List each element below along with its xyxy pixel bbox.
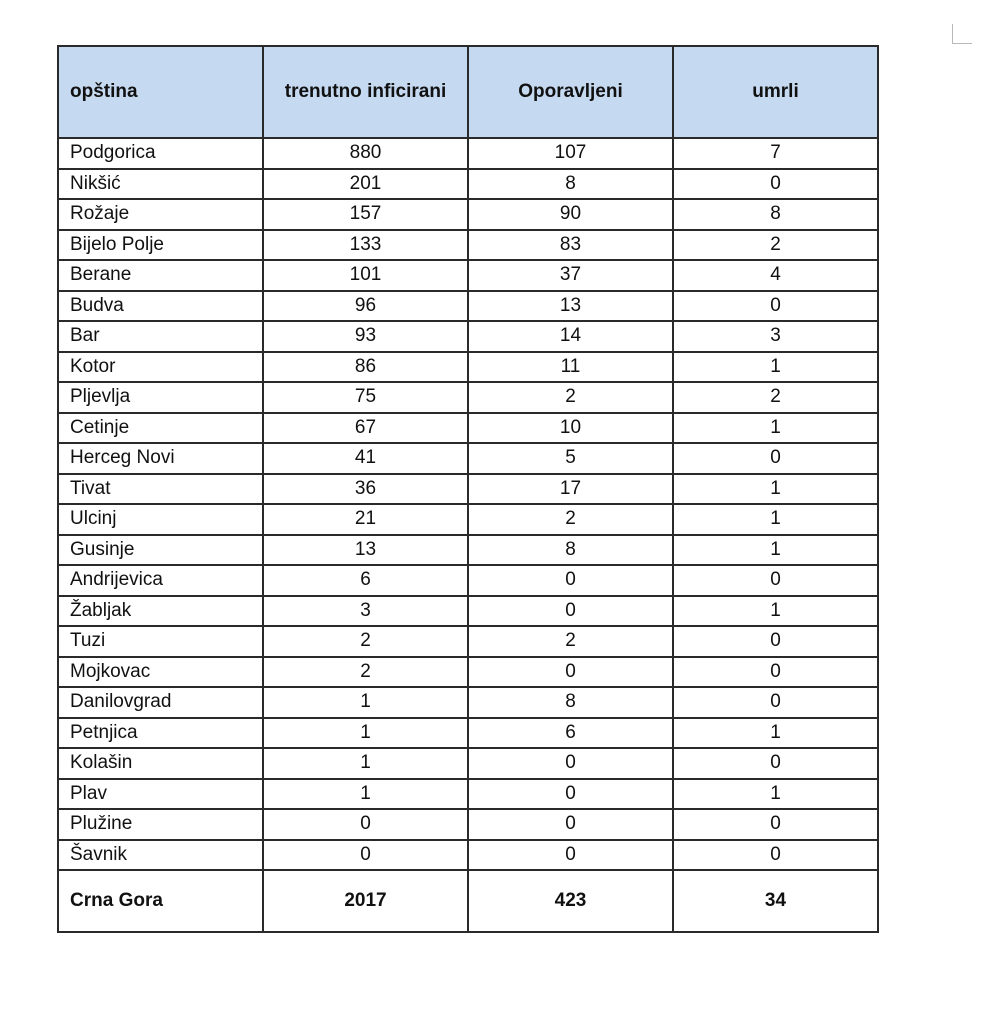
cell-infected: 157 <box>263 199 468 230</box>
total-infected: 2017 <box>263 870 468 932</box>
table-row <box>58 809 878 840</box>
cell-infected: 1 <box>263 687 468 718</box>
total-label: Crna Gora <box>58 870 263 932</box>
table-row <box>58 565 878 596</box>
table-row <box>58 291 878 322</box>
cell-recovered: 0 <box>468 565 673 596</box>
cell-municipality: Berane <box>58 260 263 291</box>
table-row <box>58 840 878 871</box>
cell-infected: 96 <box>263 291 468 322</box>
cell-infected: 13 <box>263 535 468 566</box>
cell-deaths: 3 <box>673 321 878 352</box>
cell-recovered: 107 <box>468 138 673 169</box>
cell-infected: 2 <box>263 626 468 657</box>
cell-infected: 86 <box>263 352 468 383</box>
cell-municipality: Rožaje <box>58 199 263 230</box>
cell-recovered: 2 <box>468 626 673 657</box>
cell-recovered: 0 <box>468 748 673 779</box>
cell-municipality: Nikšić <box>58 169 263 200</box>
table-body <box>58 138 878 870</box>
table-row <box>58 352 878 383</box>
table-row <box>58 169 878 200</box>
cell-infected: 101 <box>263 260 468 291</box>
cell-municipality: Kolašin <box>58 748 263 779</box>
cell-deaths: 0 <box>673 687 878 718</box>
total-recovered: 423 <box>468 870 673 932</box>
cell-municipality: Podgorica <box>58 138 263 169</box>
header-infected: trenutno inficirani <box>263 46 468 138</box>
cell-municipality: Mojkovac <box>58 657 263 688</box>
cell-municipality: Ulcinj <box>58 504 263 535</box>
table-row <box>58 687 878 718</box>
cell-infected: 2 <box>263 657 468 688</box>
cell-recovered: 5 <box>468 443 673 474</box>
cell-deaths: 4 <box>673 260 878 291</box>
cell-deaths: 0 <box>673 169 878 200</box>
cell-recovered: 0 <box>468 657 673 688</box>
table-row <box>58 199 878 230</box>
cell-deaths: 0 <box>673 291 878 322</box>
cell-municipality: Petnjica <box>58 718 263 749</box>
cell-deaths: 1 <box>673 718 878 749</box>
cell-infected: 880 <box>263 138 468 169</box>
cell-recovered: 0 <box>468 809 673 840</box>
cell-deaths: 0 <box>673 840 878 871</box>
table-row <box>58 748 878 779</box>
cell-municipality: Tivat <box>58 474 263 505</box>
cell-municipality: Pljevlja <box>58 382 263 413</box>
cell-infected: 41 <box>263 443 468 474</box>
cell-deaths: 0 <box>673 626 878 657</box>
cell-recovered: 11 <box>468 352 673 383</box>
cell-infected: 1 <box>263 718 468 749</box>
cell-recovered: 90 <box>468 199 673 230</box>
cell-municipality: Budva <box>58 291 263 322</box>
cell-deaths: 1 <box>673 535 878 566</box>
cell-recovered: 17 <box>468 474 673 505</box>
cell-recovered: 0 <box>468 596 673 627</box>
cell-recovered: 14 <box>468 321 673 352</box>
cell-municipality: Kotor <box>58 352 263 383</box>
header-recovered: Oporavljeni <box>468 46 673 138</box>
table-row <box>58 413 878 444</box>
table-row <box>58 626 878 657</box>
cell-infected: 1 <box>263 748 468 779</box>
table-row <box>58 474 878 505</box>
cell-recovered: 2 <box>468 504 673 535</box>
cell-municipality: Gusinje <box>58 535 263 566</box>
table-row <box>58 443 878 474</box>
cell-deaths: 0 <box>673 809 878 840</box>
cell-deaths: 0 <box>673 565 878 596</box>
cell-deaths: 1 <box>673 504 878 535</box>
table-row <box>58 535 878 566</box>
cell-infected: 1 <box>263 779 468 810</box>
cell-municipality: Andrijevica <box>58 565 263 596</box>
cell-recovered: 8 <box>468 687 673 718</box>
cell-deaths: 1 <box>673 779 878 810</box>
cell-recovered: 2 <box>468 382 673 413</box>
cell-infected: 93 <box>263 321 468 352</box>
cell-deaths: 1 <box>673 596 878 627</box>
cell-municipality: Plav <box>58 779 263 810</box>
cell-recovered: 8 <box>468 169 673 200</box>
table-row <box>58 138 878 169</box>
table-row <box>58 657 878 688</box>
page-corner-mark <box>952 24 972 44</box>
cell-recovered: 37 <box>468 260 673 291</box>
header-row <box>58 46 878 138</box>
cell-municipality: Bar <box>58 321 263 352</box>
cell-deaths: 1 <box>673 352 878 383</box>
cell-deaths: 0 <box>673 443 878 474</box>
cell-municipality: Šavnik <box>58 840 263 871</box>
cell-recovered: 83 <box>468 230 673 261</box>
total-row <box>58 870 878 932</box>
covid-table <box>57 45 879 933</box>
cell-recovered: 10 <box>468 413 673 444</box>
cell-infected: 67 <box>263 413 468 444</box>
header-municipality: opština <box>58 46 263 138</box>
cell-deaths: 1 <box>673 474 878 505</box>
cell-infected: 0 <box>263 840 468 871</box>
cell-deaths: 2 <box>673 382 878 413</box>
cell-recovered: 13 <box>468 291 673 322</box>
table-row <box>58 504 878 535</box>
cell-municipality: Danilovgrad <box>58 687 263 718</box>
cell-recovered: 0 <box>468 840 673 871</box>
cell-deaths: 8 <box>673 199 878 230</box>
cell-deaths: 7 <box>673 138 878 169</box>
cell-municipality: Tuzi <box>58 626 263 657</box>
cell-infected: 0 <box>263 809 468 840</box>
cell-infected: 6 <box>263 565 468 596</box>
total-deaths: 34 <box>673 870 878 932</box>
cell-infected: 75 <box>263 382 468 413</box>
cell-infected: 201 <box>263 169 468 200</box>
table-row <box>58 382 878 413</box>
cell-infected: 133 <box>263 230 468 261</box>
header-deaths: umrli <box>673 46 878 138</box>
table-row <box>58 779 878 810</box>
cell-infected: 36 <box>263 474 468 505</box>
cell-municipality: Herceg Novi <box>58 443 263 474</box>
cell-municipality: Žabljak <box>58 596 263 627</box>
cell-deaths: 1 <box>673 413 878 444</box>
table-row <box>58 230 878 261</box>
cell-infected: 3 <box>263 596 468 627</box>
table-row <box>58 321 878 352</box>
table-row <box>58 718 878 749</box>
cell-municipality: Cetinje <box>58 413 263 444</box>
cell-municipality: Plužine <box>58 809 263 840</box>
table-row <box>58 596 878 627</box>
cell-infected: 21 <box>263 504 468 535</box>
cell-municipality: Bijelo Polje <box>58 230 263 261</box>
cell-deaths: 0 <box>673 657 878 688</box>
cell-deaths: 2 <box>673 230 878 261</box>
cell-recovered: 6 <box>468 718 673 749</box>
table-row <box>58 260 878 291</box>
cell-recovered: 8 <box>468 535 673 566</box>
cell-deaths: 0 <box>673 748 878 779</box>
cell-recovered: 0 <box>468 779 673 810</box>
